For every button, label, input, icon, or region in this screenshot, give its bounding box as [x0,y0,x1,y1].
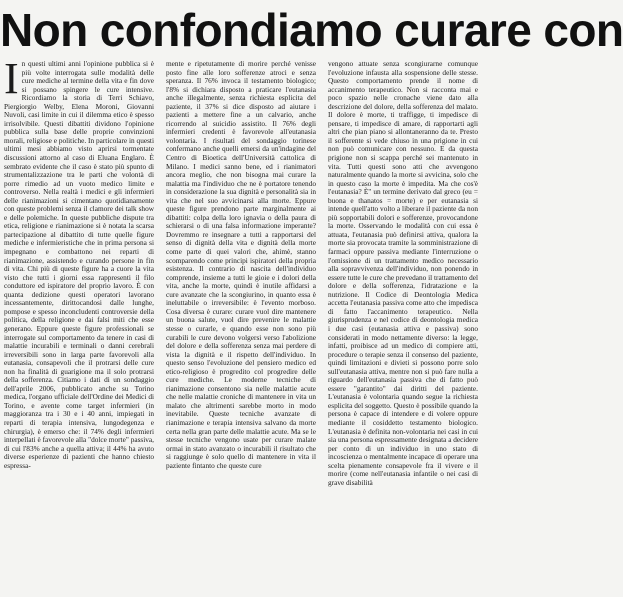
article-column-2 [166,60,316,594]
article-body [4,54,479,594]
article-column-3 [328,60,478,594]
column-text: mente e ripetutamente di morire perché venisse posto fine alle loro sofferenze atroci e senza speranza. Il 76% invoca il testamento biologico; l'8% si dichiara disposto a praticare l'eutanasia anche illegalmente, senza richiesta esplicita del paziente, il 37% si dice disposto ad aiutare i pazienti a mettere fine a un calvario, anche ricorrendo al suicidio assistito. Il 76% degli infermieri credenti è favorevole all'eutanasia volontaria. I risultati del sondaggio torinese confermano anche quelli emersi da un'indagine del Centro di Bioetica dell'Università cattolica di Milano. I medici sanno bene, ed i rianimatori ancora meglio, che non bisogna mai curare la malattia ma l'individuo che ne è portatore tenendo in considerazione la sua dignità e personalità sia in vita che nel suo avvicinarsi alla morte. Eppure queste figure prendono parte marginalmente ai dibattiti: colpa della loro ignavia o della paura di schierarsi o di una falsa informazione imperante? Dovremmo re insegnare a tutti a rapportarsi del senso di dignità della vita e dignità della morte come parte di quei valori che, ahimè, stanno scomparendo come principi ispiratori della propria esistenza. Il contrario di nascita dell'individuo comprende, insieme a tutti le gioie e i dolori della vita, anche la morte, quindi è inutile affidarsi a cure avanzate che la scongiurino, in quanto essa è ineluttabile o irreversibile: è l'evento morboso. Cosa diversa è curare: curare vuol dire mantenere un buona salute, vuol dire prevenire le malattie stesse o curarle, e quando esse non sono più curabili le cure devono volgersi verso l'abolizione del dolore e della sofferenza senza mai perdere di vista la dignità e il rispetto dell'individuo. In questo senso l'evoluzione del pensiero medico ed etico-religioso è progredito col progredire delle cure mediche. Le moderne tecniche di rianimazione consentono sia nelle malattie acute che nelle malattie croniche di mantenere in vita un malato che altrimenti sarebbe morto in modo inevitabile. Queste tecniche avanzate di rianimazione e terapia intensiva salvano da morte certa nella gran parte delle malattie acute. Ma se le stesse tecniche vengono usate per curare malate ormai in stato avanzato o incurabili il risultato che si raggiunge è solo quello di mantenere in vita il paziente fintanto che queste cure [166,59,316,470]
column-text: vengono attuate senza scongiurarne comunque l'evoluzione infausta alla sospensione delle stesse. Questo comportamento prende il nome di accanimento terapeutico. Non si racconta mai e poco spazio nelle cronache viene dato alla descrizione del dolore, della sofferenza del malato. Il dolore è morte, ti traffigge, ti impedisce di pensare, ti impedisce di amare, di rapportarti agli altri che pian piano si allontaneranno da te. Presto il sofferente si vede chiuso in una prigione in cui non può comunicare con nessuno. E da questa prigione non si scappa perché sei mantenuto in vita. Tutti questi sono atti che avvengono naturalmente quando la morte si avvicina, solo che in questo caso la morte è impedita. Ma che cos'è l'eutanasia? È" un termine derivato dal greco (eu = buona e thanatos = morte) e per eutanasia si intende quell'atto volto a liberare il paziente da non più sopportabili dolori e sofferenze, provocandone la morte. Osservando le modalità con cui essa è attuata, l'eutanasia può definirsi attiva, qualora la morte sia provocata tramite la somministrazione di farmaci oppure passiva mediante l'interruzione o l'omissione di un trattamento medico necessario alla sopravvivenza dell'individuo, non ponendo in essere tutte le cure che prevedano il trattamento del dolore e della sofferenza, l'idratazione e la nutrizione. Il Codice di Deontologia Medica accetta l'eutanasia passiva come atto che impedisca di fatto l'accanimento terapeutico. Nella giurisprudenza e nel codice di deontologia medica i due casi (eutanasia attiva e passiva) sono considerati in modo nettamente diverso: la legge, infatti, proibisce ad un medico di compiere atti, procedure o terapie senza il consenso del paziente, quindi limitazioni e divieti si possono porre solo sull'eutanasia attiva, mentre non si può fare nulla a riguardo dell'eutanasia passiva che di fatto può essere "garantito" dai diritti del paziente. L'eutanasia è volontaria quando segue la richiesta esplicita del soggetto. Questo è possibile quando la persona è capace di intendere e di volere oppure mediante il cosiddetto testamento biologico. L'eutanasia è definita non-volontaria nei casi in cui sia una persona espressamente designata a decidere per conto di un individuo in uno stato di incoscienza o mentalmente incapace di operare una scelta pienamente consapevole fra il vivere e il morire (come nell'eutanasia infantile o nei casi di grave disabilità [328,59,478,487]
article-column-1 [4,54,154,594]
article-headline: Non confondiamo curare con [0,4,623,56]
column-text: n questi ultimi anni l'opinione pubblica si è più volte interrogata sulle modalità delle cure mediche al termine della vita e fin dove si possano spingere le cure intensive. Ricordiamo la storia di Terri Schiavo, Piergiorgio Welby, Elena Moroni, Giovanni Nuvoli, casi limite in cui il dilemma etico è spesso irrisolvibile. Questi dibattiti dividono l'opinione pubblica sulla base delle proprie convinzioni morali, religiose e politiche. In particolare in questi ultimi mesi abbiamo visto aprirsi tormentate discussioni attorno al caso di Eluana Englaro. È sembrato evidente che il caso è stato più spunto di strumentalizzazione tra le parti che volontà di porre rimedio ad un vuoto medico limite e controverso. Nella realtà i medici e gli infermieri delle rianimazioni si cimentano quotidianamente con queste problemi senza il clamore dei talk show e delle polemiche. In queste pubbliche dispute tra etica, religione e rianimazione si è notata la scarsa partecipazione al dibattito di tutte quelle figure mediche e infermieristiche che in prima persona si impegnano e combattono nei reparti di rianimazione, assistendo e curando persone in fin di vita. Chi più di queste figure ha a cuore la vita visto che tutti i giorni essa rappresenti il filo conduttore ed ispiratore del proprio lavoro. È con quanta dedizione questi operatori lavorano incessantemente, dirittocandosi dalle lunghe, pompose e spesso inconcludenti controversie della politica, della religione e dai falsi miti che esse generano. Eppure queste figure professionali se interrogate sul comportamento da tenere in casi di malattie incurabili e terminali o danni cerebrali irreversibili sono in larga parte favorevoli alla eutanasia, consapevoli che il protrarsi delle cure non ha finalità di guarigione ma il solo protrarsi della sofferenza. Citiamo i dati di un sondaggio dell'aprile 2006, pubblicato anche su Torino medica, l'organo ufficiale dell'Ordine dei Medici di Torino, e avente come target infermieri (in maggioranza tra i 30 e i 40 anni, impiegati in reparti di terapia intensiva, lungodegenza e chirurgia), è emerso che: il 74% degli infermieri interpellati è favorevole alla "dolce morte" passiva, di cui l'83% anche a quella attiva; il 44% ha avuto diverse esperienze di pazienti che hanno chiesto espressa- [4,59,154,470]
paragraph [4,54,154,470]
drop-cap: I [4,54,19,103]
